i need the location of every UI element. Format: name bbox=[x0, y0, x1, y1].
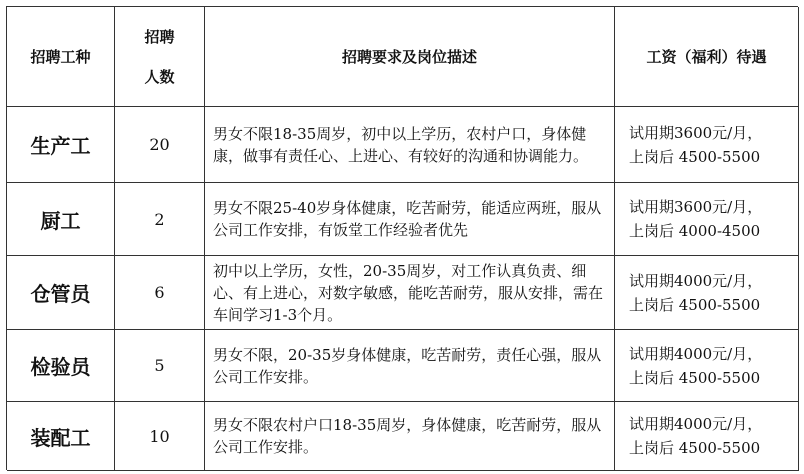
header-count-line2: 人数 bbox=[144, 67, 175, 86]
row-count-assembly: 10 bbox=[115, 402, 205, 471]
header-count bbox=[115, 7, 205, 107]
pay-probation: 试用期3600元/月， bbox=[629, 123, 763, 142]
header-requirements: 招聘要求及岗位描述 bbox=[205, 7, 615, 107]
row-job-kitchen: 厨工 bbox=[7, 183, 115, 256]
pay-regular: 上岗后 4500-5500 bbox=[629, 368, 761, 387]
row-pay-inspector bbox=[615, 330, 799, 402]
pay-regular: 上岗后 4500-5500 bbox=[629, 439, 761, 457]
row-pay-kitchen bbox=[615, 183, 799, 256]
pay-probation: 试用期4000元/月， bbox=[629, 415, 763, 433]
row-pay-production bbox=[615, 107, 799, 183]
row-desc-warehouse bbox=[205, 256, 615, 330]
pay-regular: 上岗后 4500-5500 bbox=[629, 147, 761, 166]
row-count-production: 20 bbox=[115, 107, 205, 183]
pay-probation: 试用期4000元/月， bbox=[629, 271, 763, 290]
row-count-inspector: 5 bbox=[115, 330, 205, 402]
row-pay-assembly bbox=[615, 402, 799, 471]
row-desc-assembly bbox=[205, 402, 615, 471]
row-count-kitchen: 2 bbox=[115, 183, 205, 256]
recruitment-table bbox=[6, 6, 798, 470]
row-desc-kitchen bbox=[205, 183, 615, 256]
pay-regular: 上岗后 4000-4500 bbox=[629, 222, 761, 240]
row-job-assembly: 装配工 bbox=[7, 402, 115, 471]
desc-text: 男女不限农村户口18-35周岁，身体健康，吃苦耐劳，服从公司工作安排。 bbox=[213, 416, 602, 456]
header-salary: 工资（福利）待遇 bbox=[615, 7, 799, 107]
row-count-warehouse: 6 bbox=[115, 256, 205, 330]
row-desc-production bbox=[205, 107, 615, 183]
pay-probation: 试用期4000元/月， bbox=[629, 344, 763, 363]
header-count-line1: 招聘 bbox=[144, 27, 175, 46]
row-desc-inspector bbox=[205, 330, 615, 402]
desc-text: 初中以上学历，女性，20-35周岁，对工作认真负责、细心、有上进心，对数字敏感，能吃苦耐劳，服从安排，需在车间学习1-3个月。 bbox=[213, 261, 604, 324]
row-job-warehouse: 仓管员 bbox=[7, 256, 115, 330]
pay-regular: 上岗后 4500-5500 bbox=[629, 295, 761, 314]
row-job-production: 生产工 bbox=[7, 107, 115, 183]
desc-text: 男女不限，20-35岁身体健康，吃苦耐劳，责任心强，服从公司工作安排。 bbox=[213, 345, 602, 386]
row-job-inspector: 检验员 bbox=[7, 330, 115, 402]
header-job-type: 招聘工种 bbox=[7, 7, 115, 107]
desc-text: 男女不限25-40岁身体健康，吃苦耐劳，能适应两班，服从公司工作安排，有饭堂工作经验者优先 bbox=[213, 199, 602, 239]
pay-probation: 试用期3600元/月， bbox=[629, 198, 763, 216]
desc-text: 男女不限18-35周岁，初中以上学历，农村户口，身体健康，做事有责任心、上进心、有较好的沟通和协调能力。 bbox=[213, 124, 589, 165]
row-pay-warehouse bbox=[615, 256, 799, 330]
